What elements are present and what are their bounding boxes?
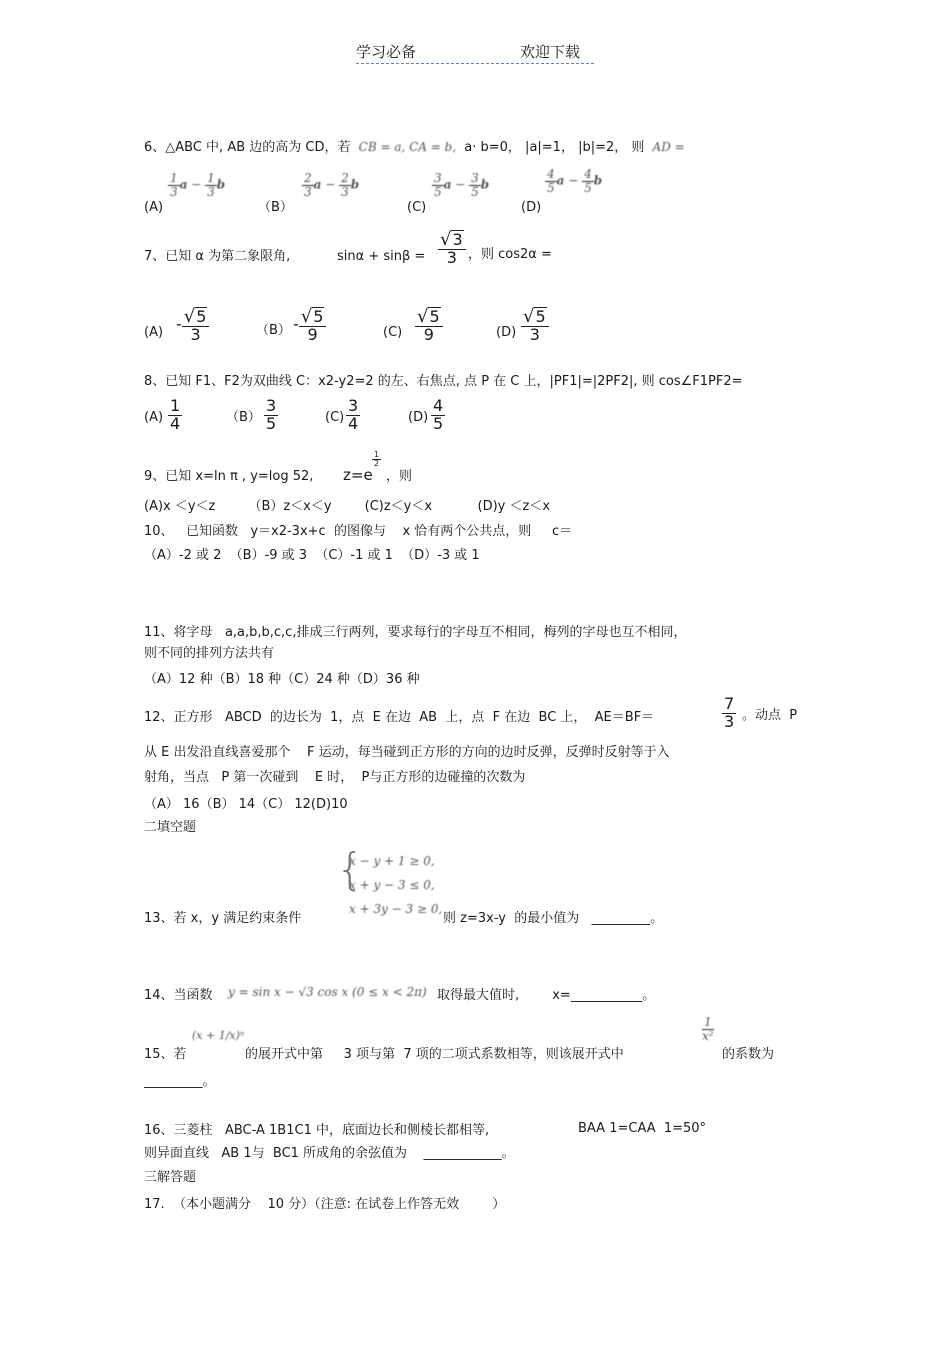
- q6-stem-b: a· b=0， |a|=1， |b|=2， 则: [464, 140, 645, 155]
- q7-option-d-value: √ 5 3: [521, 307, 549, 343]
- q13-stem: 13、若 x，y 满足约束条件: [144, 911, 302, 926]
- q7-stem: 7、已知 α 为第二象限角,: [144, 249, 291, 264]
- q8-option-d-label: (D): [408, 410, 429, 425]
- q6-option-d-expr: $\frac{4}{5}$ a − $\frac{4}{5}$ b: [547, 167, 603, 195]
- q12-line3: 射角，当点 P 第一次碰到 E 时， P与正方形的边碰撞的次数为: [144, 770, 526, 785]
- q11-options: （A）12 种（B）18 种（C）24 种（D）36 种: [144, 672, 420, 687]
- q7-option-c-value: √ 5 9: [415, 307, 443, 343]
- q7-option-a-label: (A): [144, 325, 164, 340]
- q10-stem: 10、 已知函数 y＝x2-3x+c 的图像与 x 恰有两个公共点，则 c＝: [144, 524, 573, 539]
- q11-line1: 11、将字母 a,a,b,b,c,c,排成三行两列，要求每行的字母互不相同，梅列的字母也互不相同，: [144, 625, 687, 640]
- q14-stem: 14、当函数: [144, 988, 213, 1003]
- q8-option-a-value: $\frac{1}{4}$: [170, 396, 181, 433]
- q6-option-d-label: (D): [521, 200, 542, 215]
- q6-stem: [144, 141, 685, 154]
- q7-option-b-label: （B）: [256, 323, 291, 338]
- q7-option-d-label: (D): [496, 325, 517, 340]
- q12-options: （A） 16（B） 14（C） 12(D)10: [144, 797, 348, 812]
- q12-line2: 从 E 出发沿直线喜爱那个 F 运动，每当碰到正方形的方向的边时反弹，反弹时反射等于入: [144, 745, 670, 760]
- q15-mid: 的展开式中第 3 项与第 7 项的二项式系数相等，则该展开式中: [245, 1047, 624, 1062]
- header-left: 学习必备: [356, 43, 417, 61]
- q15-fraction: $\frac{1}{\text{x²}}$: [702, 1015, 714, 1043]
- q9-z-expr: z=e: [343, 466, 373, 484]
- q15-binomial: (x + 1/x)ⁿ: [192, 1029, 245, 1042]
- q16-line1a: 16、三菱柱 ABC-A 1B1C1 中，底面边长和侧棱长都相等,: [144, 1123, 490, 1138]
- q6-option-c-expr: $\frac{3}{5}$ a − $\frac{3}{5}$ b: [434, 171, 490, 199]
- header-right: 欢迎下载: [520, 43, 581, 61]
- q16-line1b: BAA 1=CAA 1=50°: [578, 1121, 707, 1136]
- q11-line2: 则不同的排列方法共有: [144, 646, 275, 661]
- q6-ad-vector: AD =: [652, 140, 685, 154]
- q9-exponent: $\frac{1}{2}$: [374, 450, 380, 469]
- q7-expr: sinα + sinβ =: [337, 249, 426, 264]
- q7-tail: ，则 cos2α =: [468, 247, 552, 262]
- q9-tail: ，则: [386, 469, 413, 484]
- q8-option-b-value: $\frac{3}{5}$: [266, 396, 277, 433]
- q6-option-a-expr: $\frac{1}{3}$ a − $\frac{1}{3}$ b: [170, 171, 226, 199]
- q14-function: y = sin x − √3 cos x (0 ≤ x < 2π): [228, 985, 427, 999]
- q13-tail: 则 z=3x-y 的最小值为 _________。: [443, 911, 664, 926]
- q12-line1b: 。动点 P: [742, 708, 798, 723]
- q15-blank: _________。: [144, 1074, 216, 1089]
- q14-tail: 取得最大值时, x=___________。: [437, 988, 656, 1003]
- q9-options: (A)x ＜y＜z （B）z＜x＜y (C)z＜y＜x (D)y ＜z＜x: [144, 499, 551, 514]
- q12-fraction: $\frac{7}{3}$: [724, 694, 735, 731]
- q13-brace: {: [336, 844, 364, 895]
- q6-option-b-expr: $\frac{2}{3}$ a − $\frac{2}{3}$ b: [304, 171, 360, 199]
- q10-options: （A）-2 或 2 （B）-9 或 3 （C）-1 或 1 （D）-3 或 1: [144, 548, 480, 563]
- q8-option-c-label: (C): [325, 410, 345, 425]
- q7-option-b-value: - √ 5 9: [293, 307, 326, 343]
- q13-constraint-2: x + y − 3 ≤ 0,: [349, 878, 435, 892]
- section-fill-in-heading: 二填空题: [144, 820, 197, 835]
- section-answer-heading: 三解答题: [144, 1170, 197, 1185]
- q8-stem: 8、已知 F1、F2为双曲线 C：x2-y2=2 的左、右焦点, 点 P 在 C 上，|PF1|=|2PF2|, 则 cos∠F1PF2=: [144, 374, 743, 389]
- q6-option-b-label: （B）: [258, 200, 293, 215]
- q13-constraint-3: x + 3y − 3 ≥ 0,: [349, 902, 443, 916]
- q7-fraction: √ 3 3: [438, 230, 466, 266]
- q12-line1a: 12、正方形 ABCD 的边长为 1，点 E 在边 AB 上，点 F 在边 BC 上， AE＝BF＝: [144, 710, 655, 725]
- q6-option-c-label: (C): [407, 200, 427, 215]
- q8-option-c-value: $\frac{3}{4}$: [348, 396, 359, 433]
- q6-option-a-label: (A): [144, 200, 164, 215]
- q15-stem: 15、若: [144, 1047, 187, 1062]
- header-dashed-rule: [356, 63, 594, 64]
- q8-option-b-label: （B）: [226, 410, 261, 425]
- q17-text: 17. （本小题满分 10 分）（注意: 在试卷上作答无效 ）: [144, 1197, 506, 1212]
- q8-option-a-label: (A): [144, 410, 164, 425]
- q8-option-d-value: $\frac{4}{5}$: [433, 396, 444, 433]
- q6-condition-vectors: CB = a, CA = b,: [358, 140, 457, 154]
- q15-tail: 的系数为: [722, 1047, 775, 1062]
- q7-option-a-value: - √ 5 3: [176, 307, 209, 343]
- q16-line2: 则异面直线 AB 1与 BC1 所成角的余弦值为 ____________。: [144, 1146, 515, 1161]
- q7-option-c-label: (C): [383, 325, 403, 340]
- q13-constraint-1: x − y + 1 ≥ 0,: [349, 854, 435, 868]
- q9-stem: 9、已知 x=ln π , y=log 52,: [144, 469, 314, 484]
- q6-stem-a: 6、△ABC 中, AB 边的高为 CD，若: [144, 140, 351, 155]
